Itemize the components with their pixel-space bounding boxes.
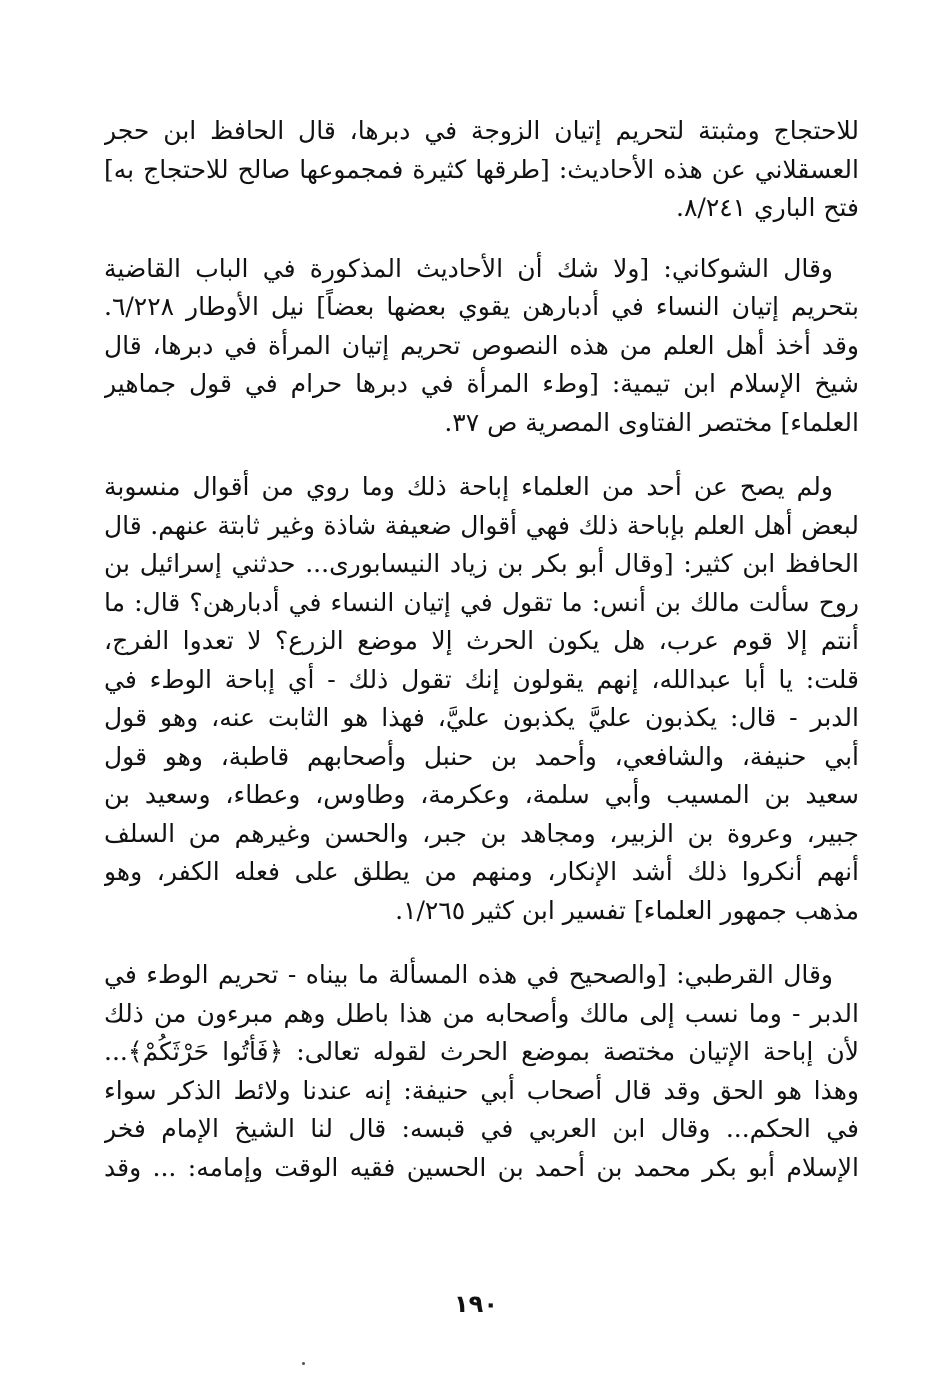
text-line: وقال القرطبي: [والصحيح في هذه المسألة ما بيناه - تحريم الوطء في xyxy=(104,960,833,989)
text-line: أنتم إلا قوم عرب، هل يكون الحرث إلا موضع الزرع؟ لا تعدوا الفرج، xyxy=(104,626,859,655)
text-line: سعيد بن المسيب وأبي سلمة، وعكرمة، وطاوس، وعطاء، وسعيد بن xyxy=(104,780,859,809)
text-line: لبعض أهل العلم بإباحة ذلك فهي أقوال ضعيفة شاذة وغير ثابتة عنهم. قال xyxy=(104,510,859,540)
text-line: فتح الباري ٨/٢٤١. xyxy=(676,193,859,222)
text-line: أبي حنيفة، والشافعي، وأحمد بن حنبل وأصحابهم قاطبة، وهو قول xyxy=(104,741,859,771)
text-line: ولم يصح عن أحد من العلماء إباحة ذلك وما روي من أقوال منسوبة xyxy=(104,472,833,501)
text-line: قلت: يا أبا عبدالله، إنهم يقولون إنك تقول ذلك - أي إباحة الوطء في xyxy=(104,664,859,694)
paragraph-1 xyxy=(104,112,859,228)
page-number: ١٩٠ xyxy=(454,1290,498,1318)
text-line: العلماء] مختصر الفتاوى المصرية ص ٣٧. xyxy=(444,407,859,437)
text-line: وقد أخذ أهل العلم من هذه النصوص تحريم إتيان المرأة في دبرها، قال xyxy=(104,330,859,360)
text-line: للاحتجاج ومثبتة لتحريم إتيان الزوجة في دبرها، قال الحافظ ابن حجر xyxy=(104,116,859,145)
text-line: شيخ الإسلام ابن تيمية: [وطء المرأة في دبرها حرام في قول جماهير xyxy=(104,369,859,398)
text-line: الدبر - قال: يكذبون عليَّ يكذبون عليَّ، فهذا هو الثابت عنه، وهو قول xyxy=(104,703,859,732)
text-line: جبير، وعروة بن الزبير، ومجاهد بن جبر، والحسن وغيرهم من السلف xyxy=(104,818,859,848)
paragraph-3 xyxy=(104,468,859,930)
text-line: وقال الشوكاني: [ولا شك أن الأحاديث المذكورة في الباب القاضية xyxy=(104,253,833,283)
text-line: العسقلاني عن هذه الأحاديث: [طرقها كثيرة فمجموعها صالح للاحتجاج به] xyxy=(104,154,859,184)
text-line: الإسلام أبو بكر محمد بن أحمد بن الحسين فقيه الوقت وإمامه: ... وقد xyxy=(104,1152,859,1182)
text-line: مذهب جمهور العلماء] تفسير ابن كثير ١/٢٦٥. xyxy=(395,895,859,925)
paragraph-2 xyxy=(104,250,859,443)
text-line: وهذا هو الحق وقد قال أصحاب أبي حنيفة: إنه عندنا ولائط الذكر سواء xyxy=(104,1075,859,1105)
text-line: لأن إباحة الإتيان مختصة بموضع الحرث لقوله تعالى: ﴿فَأْتُوا حَرْثَكُمْ﴾... xyxy=(104,1037,859,1066)
text-line: بتحريم إتيان النساء في أدبارهن يقوي بعضها بعضاً] نيل الأوطار ٦/٢٢٨. xyxy=(104,292,859,321)
text-line: في الحكم... وقال ابن العربي في قبسه: قال لنا الشيخ الإمام فخر xyxy=(104,1114,859,1143)
page-body xyxy=(104,112,859,1187)
paragraph-4 xyxy=(104,956,859,1187)
text-line: أنهم أنكروا ذلك أشد الإنكار، ومنهم من يطلق على فعله الكفر، وهو xyxy=(104,857,859,886)
text-line: الحافظ ابن كثير: [وقال أبو بكر بن زياد النيسابورى... حدثني إسرائيل بن xyxy=(104,549,859,578)
scan-speck xyxy=(302,1362,305,1365)
text-line: الدبر - وما نسب إلى مالك وأصحابه من هذا باطل وهم مبرءون من ذلك xyxy=(104,998,859,1028)
text-line: روح سألت مالك بن أنس: ما تقول في إتيان النساء في أدبارهن؟ قال: ما xyxy=(104,587,859,617)
